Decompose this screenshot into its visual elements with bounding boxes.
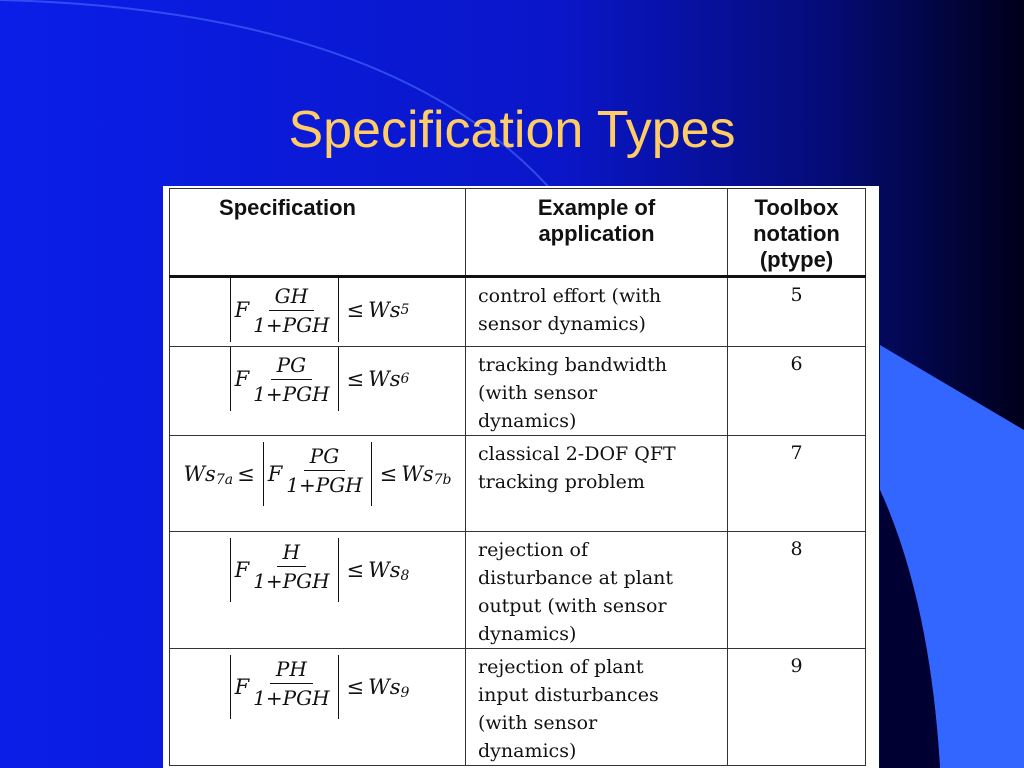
table-row: [170, 277, 866, 347]
header-example: Example of application: [466, 189, 728, 277]
application-cell: control effort (with sensor dynamics): [466, 277, 728, 347]
ptype-cell: 6: [728, 347, 866, 436]
formula-cell: F $\frac{PH}{\text{1+PGH}}$ ≤ Ws 9: [170, 649, 466, 766]
formula-cell: F $\frac{H}{\text{1+PGH}}$ ≤ Ws 8: [170, 532, 466, 649]
table-header-row: [170, 189, 866, 277]
table-row: [170, 347, 866, 436]
ptype-cell: 5: [728, 277, 866, 347]
spec-table: [169, 188, 866, 766]
application-cell: rejection of plant input disturbances (with sensor dynamics): [466, 649, 728, 766]
header-toolbox: Toolbox notation (ptype): [728, 189, 866, 277]
spec-table-panel: [163, 186, 879, 768]
formula-cell: F $\frac{GH}{\text{1+PGH}}$ ≤ Ws 5: [170, 277, 466, 347]
application-cell: classical 2-DOF QFT tracking problem: [466, 436, 728, 532]
application-cell: rejection of disturbance at plant output (with sensor dynamics): [466, 532, 728, 649]
table-row: [170, 532, 866, 649]
table-row: [170, 436, 866, 532]
header-specification: Specification: [170, 189, 466, 277]
table-row: [170, 649, 866, 766]
formula-cell: F $\frac{PG}{\text{1+PGH}}$ ≤ Ws 6: [170, 347, 466, 436]
ptype-cell: 7: [728, 436, 866, 532]
formula-cell: Ws 7a ≤ F $\frac{PG}{\text{1+PGH}}$ ≤ Ws 7b: [170, 436, 466, 532]
application-cell: tracking bandwidth (with sensor dynamics): [466, 347, 728, 436]
slide-title: Specification Types: [288, 101, 736, 159]
ptype-cell: 9: [728, 649, 866, 766]
ptype-cell: 8: [728, 532, 866, 649]
